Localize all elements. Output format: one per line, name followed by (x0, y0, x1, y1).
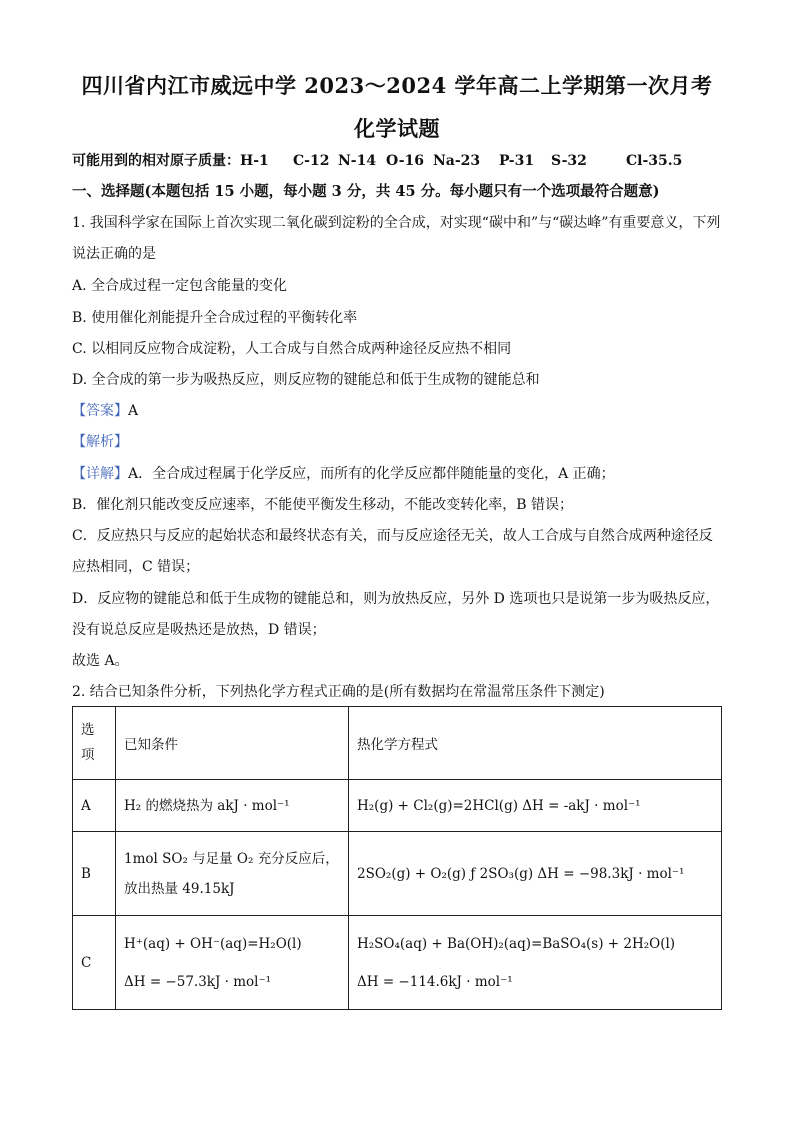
row-known: H₂ 的燃烧热为 akJ · mol⁻¹ (116, 780, 349, 832)
table-header-row (73, 707, 722, 780)
row-equation: H₂(g) + Cl₂(g)=2HCl(g) ΔH = -akJ · mol⁻¹ (349, 780, 722, 832)
section-heading: 一、选择题(本题包括 15 小题，每小题 3 分，共 45 分。每小题只有一个选项最符合题意) (72, 183, 660, 200)
header-equation: 热化学方程式 (349, 707, 722, 780)
row-option: C (73, 916, 116, 1010)
exam-title: 四川省内江市威远中学 2023～2024 学年高二上学期第一次月考 (81, 73, 713, 98)
row-equation: H₂SO₄(aq) + Ba(OH)₂(aq)=BaSO₄(s) + 2H₂O(l) ΔH = −114.6kJ · mol⁻¹ (349, 916, 722, 1010)
header-known: 已知条件 (116, 707, 349, 780)
atomic-mass-item: S-32 (551, 153, 587, 169)
atomic-mass-item: C-12 (293, 153, 330, 169)
detail-line: 应热相同，C 错误； (72, 559, 200, 575)
answer-value: A (128, 403, 139, 419)
header-option: 选 项 (73, 707, 116, 780)
atomic-mass-item: N-14 (338, 153, 377, 169)
analysis-tag: 【解析】 (72, 434, 128, 450)
atomic-mass-item: O-16 (386, 153, 425, 169)
question-2-table (72, 706, 722, 1010)
table-row (73, 916, 722, 1010)
question-1-option-d: D. 全合成的第一步为吸热反应，则反应物的键能总和低于生成物的键能总和 (72, 372, 540, 388)
row-option: B (73, 832, 116, 916)
question-1-option-c: C. 以相同反应物合成淀粉，人工合成与自然合成两种途径反应热不相同 (72, 341, 512, 357)
detail-tag: 【详解】 (72, 466, 128, 482)
atomic-masses-label: 可能用到的相对原子质量： (72, 153, 240, 169)
detail-line: B．催化剂只能改变反应速率，不能使平衡发生移动，不能改变转化率，B 错误； (72, 497, 574, 513)
answer-line (72, 402, 732, 420)
detail-text: A．全合成过程属于化学反应，而所有的化学反应都伴随能量的变化，A 正确； (128, 466, 615, 482)
answer-tag: 【答案】 (72, 403, 128, 419)
detail-line (72, 465, 732, 483)
row-known: H⁺(aq) + OH⁻(aq)=H₂O(l) ΔH = −57.3kJ · mol⁻¹ (116, 916, 349, 1010)
table-row (73, 832, 722, 916)
row-option: A (73, 780, 116, 832)
atomic-mass-item: P-31 (499, 153, 535, 169)
question-1-option-a: A. 全合成过程一定包含能量的变化 (72, 278, 288, 294)
row-known: 1mol SO₂ 与足量 O₂ 充分反应后， 放出热量 49.15kJ (116, 832, 349, 916)
detail-line: C．反应热只与反应的起始状态和最终状态有关，而与反应途径无关，故人工合成与自然合成两种途径反 (72, 528, 713, 544)
row-equation: 2SO₂(g) + O₂(g) ƒ 2SO₃(g) ΔH = −98.3kJ · mol⁻¹ (349, 832, 722, 916)
atomic-mass-item: H-1 (240, 153, 269, 169)
question-2-stem: 2. 结合已知条件分析，下列热化学方程式正确的是(所有数据均在常温常压条件下测定) (72, 684, 605, 700)
question-1-option-b: B. 使用催化剂能提升全合成过程的平衡转化率 (72, 310, 358, 326)
question-1-stem-line2: 说法正确的是 (72, 246, 156, 262)
table-row (73, 780, 722, 832)
detail-line: D．反应物的键能总和低于生成物的键能总和，则为放热反应，另外 D 选项也只是说第一步为吸热反应， (72, 591, 720, 607)
atomic-masses (72, 152, 732, 170)
question-1-stem-line1: 1. 我国科学家在国际上首次实现二氧化碳到淀粉的全合成，对实现“碳中和”与“碳达峰”有重要意义，下列 (72, 215, 721, 231)
detail-line: 故选 A。 (72, 653, 129, 669)
detail-line: 没有说总反应是吸热还是放热，D 错误； (72, 622, 326, 638)
exam-subtitle: 化学试题 (354, 116, 440, 141)
atomic-mass-item: Na-23 (433, 153, 481, 169)
atomic-mass-item: Cl-35.5 (626, 153, 683, 169)
